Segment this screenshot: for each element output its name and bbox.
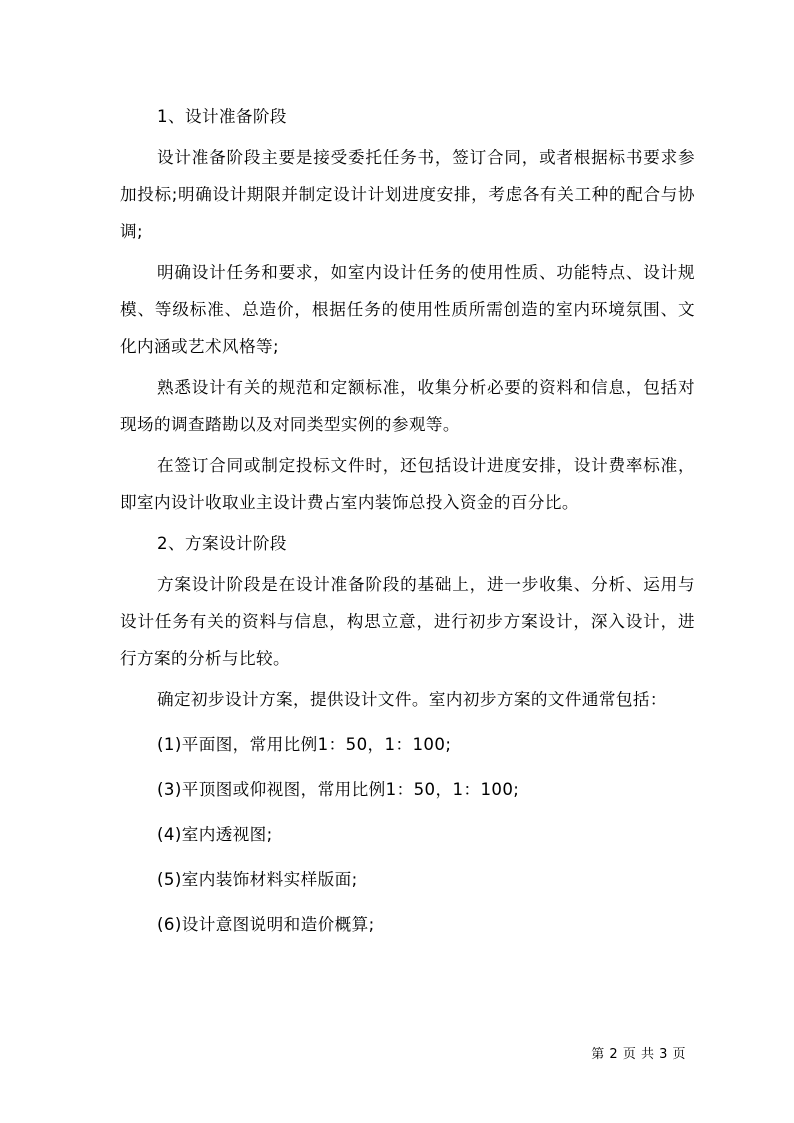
page-footer bbox=[0, 1043, 794, 1062]
paragraph: 明确设计任务和要求，如室内设计任务的使用性质、功能特点、设计规模、等级标准、总造价，根据任务的使用性质所需创造的室内环境氛围、文化内涵或艺术风格等; bbox=[120, 263, 695, 356]
paragraph: 确定初步设计方案，提供设计文件。室内初步方案的文件通常包括： bbox=[157, 690, 667, 709]
page-number: 第 2 页 共 3 页 bbox=[591, 1047, 686, 1062]
section-heading-1: 1、设计准备阶段 bbox=[157, 107, 287, 126]
list-item: (4)室内透视图; bbox=[157, 825, 273, 844]
paragraph: 熟悉设计有关的规范和定额标准，收集分析必要的资料和信息，包括对现场的调查踏勘以及对同类型实例的参观等。 bbox=[120, 378, 695, 434]
paragraph: 在签订合同或制定投标文件时，还包括设计进度安排，设计费率标准，即室内设计收取业主设计费占室内装饰总投入资金的百分比。 bbox=[120, 456, 695, 512]
list-item: (3)平顶图或仰视图，常用比例1：50，1：100; bbox=[157, 780, 520, 799]
paragraph: 设计准备阶段主要是接受委托任务书，签订合同，或者根据标书要求参加投标;明确设计期限并制定设计计划进度安排，考虑各有关工种的配合与协调; bbox=[120, 148, 695, 241]
list-item: (6)设计意图说明和造价概算; bbox=[157, 915, 375, 934]
list-item: (1)平面图，常用比例1：50，1：100; bbox=[157, 735, 452, 754]
paragraph: 方案设计阶段是在设计准备阶段的基础上，进一步收集、分析、运用与设计任务有关的资料与信息，构思立意，进行初步方案设计，深入设计，进行方案的分析与比较。 bbox=[120, 575, 695, 668]
section-heading-2: 2、方案设计阶段 bbox=[157, 534, 287, 553]
document-body bbox=[120, 98, 695, 943]
list-item: (5)室内装饰材料实样版面; bbox=[157, 870, 358, 889]
